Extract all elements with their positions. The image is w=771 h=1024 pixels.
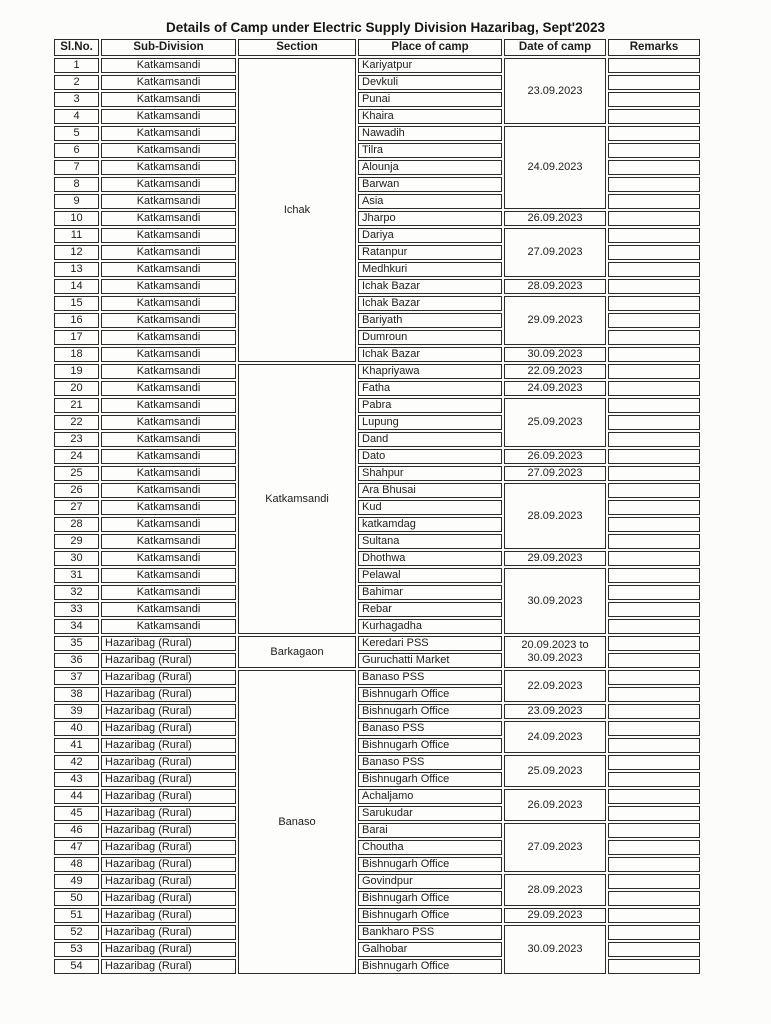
sub-division-cell: Katkamsandi [101,58,236,73]
sl-cell: 9 [54,194,99,209]
place-cell: Bahimar [358,585,502,600]
sub-division-cell: Hazaribag (Rural) [101,755,236,770]
sub-division-cell: Katkamsandi [101,296,236,311]
sub-division-cell: Katkamsandi [101,109,236,124]
place-cell: Bishnugarh Office [358,687,502,702]
remarks-cell [608,194,700,209]
sl-cell: 28 [54,517,99,532]
sub-division-cell: Hazaribag (Rural) [101,721,236,736]
place-cell: Sarukudar [358,806,502,821]
remarks-cell [608,823,700,838]
sl-cell: 17 [54,330,99,345]
sl-cell: 16 [54,313,99,328]
table-row [54,211,700,226]
remarks-cell [608,704,700,719]
sub-division-cell: Hazaribag (Rural) [101,687,236,702]
date-of-camp-cell: 26.09.2023 [504,449,606,464]
sub-division-cell: Hazaribag (Rural) [101,874,236,889]
column-header-sub-division: Sub-Division [101,39,236,56]
remarks-cell [608,92,700,107]
table-row [54,398,700,413]
column-header-sl-no-: Sl.No. [54,39,99,56]
sub-division-cell: Katkamsandi [101,432,236,447]
sub-division-cell: Katkamsandi [101,517,236,532]
remarks-cell [608,755,700,770]
place-cell: Rebar [358,602,502,617]
sub-division-cell: Katkamsandi [101,211,236,226]
column-header-section: Section [238,39,356,56]
place-cell: Bishnugarh Office [358,738,502,753]
place-cell: Khaira [358,109,502,124]
remarks-cell [608,228,700,243]
remarks-cell [608,347,700,362]
date-of-camp-cell: 28.09.2023 [504,874,606,906]
date-of-camp-cell: 25.09.2023 [504,398,606,447]
section-cell: Katkamsandi [238,364,356,634]
sub-division-cell: Katkamsandi [101,585,236,600]
remarks-cell [608,891,700,906]
table-row [54,789,700,804]
place-cell: Shahpur [358,466,502,481]
camp-details-table [52,37,702,976]
remarks-cell [608,432,700,447]
sl-cell: 25 [54,466,99,481]
place-cell: Barwan [358,177,502,192]
place-cell: Govindpur [358,874,502,889]
place-cell: Bishnugarh Office [358,772,502,787]
place-cell: Asia [358,194,502,209]
table-row [54,925,700,940]
place-cell: Medhkuri [358,262,502,277]
remarks-cell [608,517,700,532]
remarks-cell [608,279,700,294]
sl-cell: 12 [54,245,99,260]
date-of-camp-cell: 28.09.2023 [504,279,606,294]
place-cell: Kurhagadha [358,619,502,634]
sl-cell: 10 [54,211,99,226]
remarks-cell [608,942,700,957]
sub-division-cell: Katkamsandi [101,415,236,430]
sl-cell: 27 [54,500,99,515]
table-row [54,296,700,311]
sub-division-cell: Katkamsandi [101,398,236,413]
remarks-cell [608,670,700,685]
sl-cell: 36 [54,653,99,668]
table-row [54,449,700,464]
date-of-camp-cell: 22.09.2023 [504,670,606,702]
remarks-cell [608,262,700,277]
sl-cell: 22 [54,415,99,430]
remarks-cell [608,449,700,464]
sl-cell: 44 [54,789,99,804]
remarks-cell [608,568,700,583]
remarks-cell [608,636,700,651]
remarks-cell [608,619,700,634]
place-cell: Jharpo [358,211,502,226]
table-row [54,636,700,651]
remarks-cell [608,925,700,940]
place-cell: Punai [358,92,502,107]
place-cell: Ichak Bazar [358,347,502,362]
place-cell: Banaso PSS [358,755,502,770]
date-of-camp-cell: 30.09.2023 [504,568,606,634]
sl-cell: 8 [54,177,99,192]
sl-cell: 31 [54,568,99,583]
sub-division-cell: Katkamsandi [101,177,236,192]
place-cell: Kud [358,500,502,515]
sub-division-cell: Katkamsandi [101,92,236,107]
date-of-camp-cell: 30.09.2023 [504,347,606,362]
sub-division-cell: Hazaribag (Rural) [101,670,236,685]
sl-cell: 4 [54,109,99,124]
table-row [54,347,700,362]
remarks-cell [608,415,700,430]
sl-cell: 48 [54,857,99,872]
place-cell: Tilra [358,143,502,158]
sub-division-cell: Hazaribag (Rural) [101,636,236,651]
sl-cell: 20 [54,381,99,396]
sub-division-cell: Katkamsandi [101,330,236,345]
sub-division-cell: Katkamsandi [101,466,236,481]
remarks-cell [608,738,700,753]
date-of-camp-cell: 30.09.2023 [504,925,606,974]
sub-division-cell: Hazaribag (Rural) [101,823,236,838]
sub-division-cell: Hazaribag (Rural) [101,908,236,923]
place-cell: Ara Bhusai [358,483,502,498]
sub-division-cell: Katkamsandi [101,245,236,260]
place-cell: Banaso PSS [358,670,502,685]
section-cell: Ichak [238,58,356,362]
remarks-cell [608,330,700,345]
place-cell: Ichak Bazar [358,279,502,294]
table-row [54,755,700,770]
sub-division-cell: Hazaribag (Rural) [101,891,236,906]
date-of-camp-cell: 23.09.2023 [504,704,606,719]
remarks-cell [608,211,700,226]
sub-division-cell: Hazaribag (Rural) [101,789,236,804]
sl-cell: 49 [54,874,99,889]
sl-cell: 45 [54,806,99,821]
column-header-place-of-camp: Place of camp [358,39,502,56]
sub-division-cell: Katkamsandi [101,534,236,549]
place-cell: Kariyatpur [358,58,502,73]
table-row [54,381,700,396]
remarks-cell [608,75,700,90]
sub-division-cell: Katkamsandi [101,381,236,396]
date-of-camp-cell: 23.09.2023 [504,58,606,124]
sub-division-cell: Katkamsandi [101,364,236,379]
remarks-cell [608,585,700,600]
place-cell: Guruchatti Market [358,653,502,668]
sub-division-cell: Katkamsandi [101,568,236,583]
page-title: Details of Camp under Electric Supply Division Hazaribag, Sept'2023 [165,20,606,35]
sl-cell: 53 [54,942,99,957]
place-cell: Alounja [358,160,502,175]
section-cell: Banaso [238,670,356,974]
sl-cell: 33 [54,602,99,617]
sl-cell: 54 [54,959,99,974]
table-row [54,228,700,243]
place-cell: Achaljamo [358,789,502,804]
date-of-camp-cell: 20.09.2023 to 30.09.2023 [504,636,606,668]
sl-cell: 51 [54,908,99,923]
remarks-cell [608,466,700,481]
remarks-cell [608,908,700,923]
remarks-cell [608,789,700,804]
sub-division-cell: Katkamsandi [101,449,236,464]
sub-division-cell: Hazaribag (Rural) [101,772,236,787]
place-cell: Pabra [358,398,502,413]
place-cell: Bishnugarh Office [358,704,502,719]
sl-cell: 18 [54,347,99,362]
place-cell: katkamdag [358,517,502,532]
place-cell: Barai [358,823,502,838]
remarks-cell [608,959,700,974]
sl-cell: 14 [54,279,99,294]
sub-division-cell: Hazaribag (Rural) [101,840,236,855]
column-header-date-of-camp: Date of camp [504,39,606,56]
remarks-cell [608,602,700,617]
place-cell: Dariya [358,228,502,243]
sl-cell: 1 [54,58,99,73]
remarks-cell [608,245,700,260]
remarks-cell [608,364,700,379]
table-row [54,279,700,294]
sub-division-cell: Katkamsandi [101,602,236,617]
sl-cell: 46 [54,823,99,838]
sub-division-cell: Katkamsandi [101,126,236,141]
table-row [54,704,700,719]
sl-cell: 43 [54,772,99,787]
table-row [54,670,700,685]
place-cell: Bishnugarh Office [358,908,502,923]
remarks-cell [608,296,700,311]
table-row [54,364,700,379]
sub-division-cell: Katkamsandi [101,551,236,566]
place-cell: Devkuli [358,75,502,90]
sl-cell: 13 [54,262,99,277]
sl-cell: 42 [54,755,99,770]
place-cell: Dand [358,432,502,447]
table-row [54,721,700,736]
table-row [54,568,700,583]
remarks-cell [608,534,700,549]
sub-division-cell: Katkamsandi [101,313,236,328]
table-row [54,483,700,498]
sl-cell: 30 [54,551,99,566]
place-cell: Bishnugarh Office [358,959,502,974]
remarks-cell [608,109,700,124]
place-cell: Dhothwa [358,551,502,566]
sub-division-cell: Hazaribag (Rural) [101,653,236,668]
place-cell: Ichak Bazar [358,296,502,311]
sl-cell: 38 [54,687,99,702]
section-cell: Barkagaon [238,636,356,668]
remarks-cell [608,398,700,413]
sl-cell: 26 [54,483,99,498]
sub-division-cell: Hazaribag (Rural) [101,704,236,719]
place-cell: Dumroun [358,330,502,345]
place-cell: Bariyath [358,313,502,328]
sl-cell: 7 [54,160,99,175]
remarks-cell [608,874,700,889]
remarks-cell [608,687,700,702]
remarks-cell [608,126,700,141]
date-of-camp-cell: 26.09.2023 [504,789,606,821]
sub-division-cell: Katkamsandi [101,619,236,634]
date-of-camp-cell: 24.09.2023 [504,381,606,396]
table-row [54,126,700,141]
remarks-cell [608,840,700,855]
table-row [54,874,700,889]
sub-division-cell: Katkamsandi [101,262,236,277]
column-header-remarks: Remarks [608,39,700,56]
sub-division-cell: Katkamsandi [101,228,236,243]
sub-division-cell: Katkamsandi [101,500,236,515]
sl-cell: 50 [54,891,99,906]
sl-cell: 2 [54,75,99,90]
sl-cell: 37 [54,670,99,685]
sub-division-cell: Hazaribag (Rural) [101,857,236,872]
sub-division-cell: Katkamsandi [101,347,236,362]
table-row [54,823,700,838]
sub-division-cell: Hazaribag (Rural) [101,942,236,957]
remarks-cell [608,177,700,192]
sl-cell: 29 [54,534,99,549]
sl-cell: 52 [54,925,99,940]
sl-cell: 23 [54,432,99,447]
remarks-cell [608,381,700,396]
sl-cell: 5 [54,126,99,141]
date-of-camp-cell: 24.09.2023 [504,721,606,753]
remarks-cell [608,500,700,515]
table-row [54,551,700,566]
sub-division-cell: Katkamsandi [101,483,236,498]
sub-division-cell: Katkamsandi [101,75,236,90]
sub-division-cell: Hazaribag (Rural) [101,738,236,753]
sub-division-cell: Hazaribag (Rural) [101,806,236,821]
remarks-cell [608,721,700,736]
place-cell: Bishnugarh Office [358,891,502,906]
sub-division-cell: Katkamsandi [101,279,236,294]
place-cell: Khapriyawa [358,364,502,379]
sub-division-cell: Katkamsandi [101,194,236,209]
place-cell: Ratanpur [358,245,502,260]
date-of-camp-cell: 27.09.2023 [504,466,606,481]
table-header-row [54,39,700,56]
sl-cell: 21 [54,398,99,413]
place-cell: Dato [358,449,502,464]
date-of-camp-cell: 29.09.2023 [504,551,606,566]
sl-cell: 40 [54,721,99,736]
sub-division-cell: Katkamsandi [101,143,236,158]
remarks-cell [608,653,700,668]
sl-cell: 3 [54,92,99,107]
sl-cell: 47 [54,840,99,855]
sl-cell: 39 [54,704,99,719]
sl-cell: 41 [54,738,99,753]
remarks-cell [608,160,700,175]
place-cell: Banaso PSS [358,721,502,736]
sl-cell: 6 [54,143,99,158]
place-cell: Lupung [358,415,502,430]
date-of-camp-cell: 29.09.2023 [504,296,606,345]
place-cell: Pelawal [358,568,502,583]
date-of-camp-cell: 26.09.2023 [504,211,606,226]
sl-cell: 19 [54,364,99,379]
table-row [54,466,700,481]
place-cell: Fatha [358,381,502,396]
place-cell: Sultana [358,534,502,549]
date-of-camp-cell: 27.09.2023 [504,228,606,277]
sub-division-cell: Hazaribag (Rural) [101,959,236,974]
place-cell: Choutha [358,840,502,855]
place-cell: Nawadih [358,126,502,141]
date-of-camp-cell: 29.09.2023 [504,908,606,923]
date-of-camp-cell: 27.09.2023 [504,823,606,872]
remarks-cell [608,857,700,872]
remarks-cell [608,313,700,328]
remarks-cell [608,58,700,73]
table-row [54,58,700,73]
table-row [54,908,700,923]
remarks-cell [608,806,700,821]
remarks-cell [608,772,700,787]
sl-cell: 32 [54,585,99,600]
sub-division-cell: Hazaribag (Rural) [101,925,236,940]
place-cell: Bankharo PSS [358,925,502,940]
date-of-camp-cell: 25.09.2023 [504,755,606,787]
sl-cell: 11 [54,228,99,243]
date-of-camp-cell: 22.09.2023 [504,364,606,379]
place-cell: Keredari PSS [358,636,502,651]
place-cell: Bishnugarh Office [358,857,502,872]
remarks-cell [608,551,700,566]
sl-cell: 24 [54,449,99,464]
sl-cell: 34 [54,619,99,634]
remarks-cell [608,483,700,498]
date-of-camp-cell: 28.09.2023 [504,483,606,549]
sl-cell: 15 [54,296,99,311]
sub-division-cell: Katkamsandi [101,160,236,175]
remarks-cell [608,143,700,158]
date-of-camp-cell: 24.09.2023 [504,126,606,209]
place-cell: Galhobar [358,942,502,957]
sl-cell: 35 [54,636,99,651]
